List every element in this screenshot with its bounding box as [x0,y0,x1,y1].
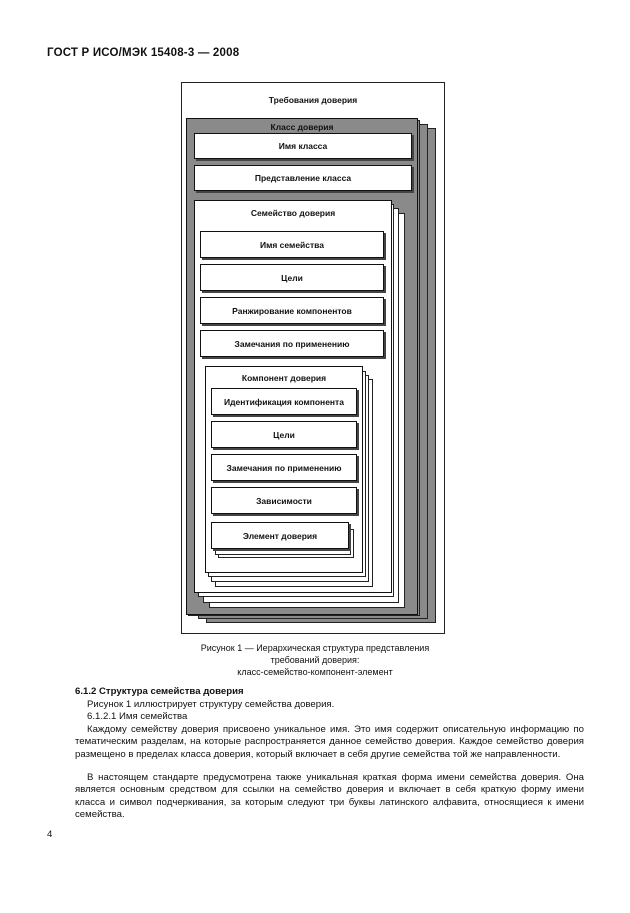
class-box [186,118,418,615]
family-item: Ранжирование компонентов [200,297,384,324]
document-header: ГОСТ Р ИСО/МЭК 15408-3 — 2008 [47,47,240,59]
family-title: Семейство доверия [250,208,336,218]
component-item: Идентификация компонента [211,388,357,415]
family-box [194,200,392,593]
caption-line: Рисунок 1 — Иерархическая структура представления [200,643,430,653]
family-item: Замечания по применению [200,330,384,357]
page-number: 4 [47,829,53,840]
section-title: 6.1.2 Структура семейства доверия [75,686,244,697]
component-item: Зависимости [211,487,357,514]
family-item: Имя семейства [200,231,384,258]
family-item: Цели [200,264,384,291]
paragraph: В настоящем стандарте предусмотрена также уникальная краткая форма имени семейства доверия. Она является основным средством для ссылки на семейство доверия и включает в себя краткую форму имени класса и символ подчеркивания, за которым следуют три буквы латинского алфавита, относящиеся к имени семейства. [75,772,584,820]
component-item: Цели [211,421,357,448]
element-box: Элемент доверия [211,522,349,549]
caption-line: требований доверия: [270,655,360,665]
class-item: Представление класса [194,165,412,191]
component-item: Замечания по применению [211,454,357,481]
component-box [205,366,363,573]
component-title: Компонент доверия [241,373,327,383]
caption-line: класс-семейство-компонент-элемент [237,667,393,677]
text-line: 6.1.2.1 Имя семейства [87,711,188,722]
requirements-title: Требования доверия [268,95,358,105]
text-line: Рисунок 1 иллюстрирует структуру семейства доверия. [87,699,335,710]
class-item: Имя класса [194,133,412,159]
figure-caption [0,642,630,678]
class-title: Класс доверия [270,122,334,132]
figure-frame [181,82,445,634]
paragraph: Каждому семейству доверия присвоено уникальное имя. Это имя содержит описательную информацию по тематическим разделам, на которые распространяется данное семейство доверия. Каждое семейство доверия размещено в пределах класса доверия, который включает в себя другие семейства той же направленности. [75,724,584,760]
